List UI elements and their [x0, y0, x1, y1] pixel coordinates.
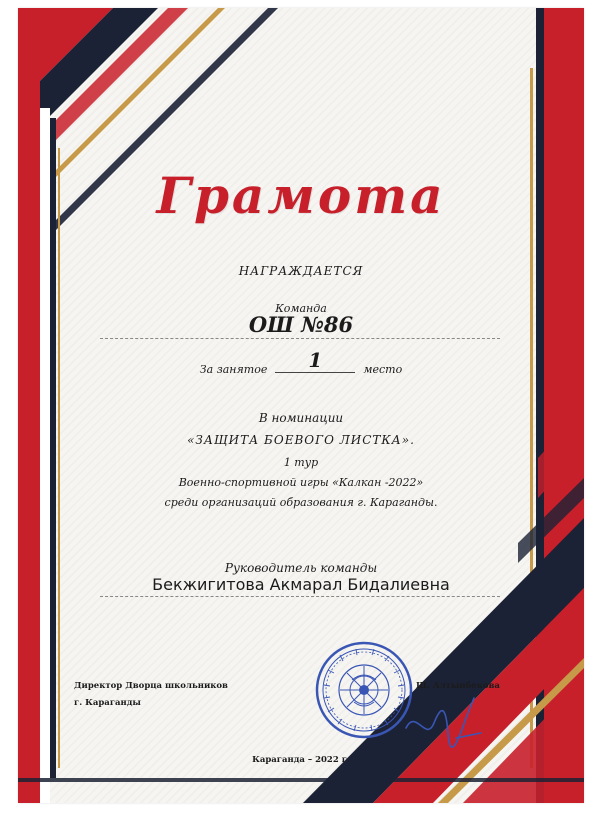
team-name: ОШ №86 — [248, 312, 354, 337]
nomination-label: В номинации — [258, 411, 344, 425]
certificate-sheet — [18, 8, 584, 803]
awarded-heading: НАГРАЖДАЕТСЯ — [238, 264, 364, 278]
round-text: 1 тур — [283, 456, 319, 469]
leader-underline — [100, 596, 500, 597]
director-title: Директор Дворца школьников — [74, 681, 228, 691]
footer-city-year: Караганда – 2022 г. — [252, 755, 350, 765]
certificate-title: Грамота — [156, 166, 446, 225]
director-city: г. Караганды — [74, 698, 141, 708]
leader-name: Бекжигитова Акмарал Бидалиевна — [152, 575, 450, 594]
place-suffix: место — [363, 363, 403, 376]
team-label: Команда — [275, 302, 327, 315]
place-blank — [275, 348, 355, 373]
handwritten-signature — [396, 688, 486, 758]
place-number: 1 — [308, 348, 323, 372]
place-row — [18, 348, 584, 376]
organizations-text: среди организаций образования г. Караганды. — [164, 496, 438, 509]
leader-label: Руководитель команды — [224, 561, 378, 575]
signatory-name: Ш. Алтынбекова — [416, 681, 500, 691]
nomination-name: «ЗАЩИТА БОЕВОГО ЛИСТКА». — [187, 433, 415, 447]
team-underline — [100, 338, 500, 339]
place-prefix: За занятое — [199, 363, 268, 376]
game-text: Военно-спортивной игры «Калкан -2022» — [178, 476, 424, 489]
